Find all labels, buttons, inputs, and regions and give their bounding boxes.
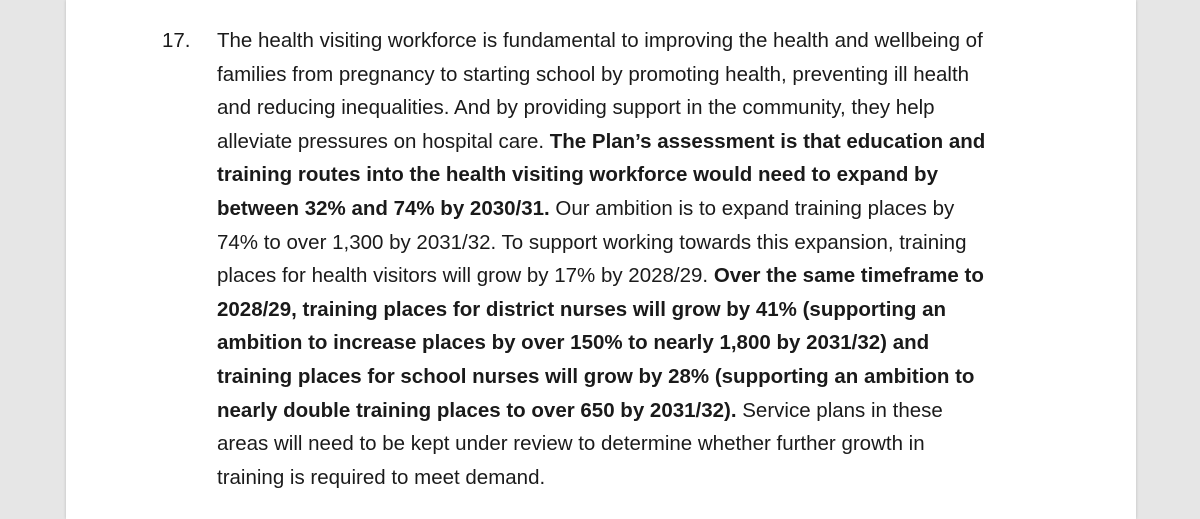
text-segment: and reducing inequalities. And by providing support in the community, they help — [217, 96, 935, 120]
text-segment: The health visiting workforce is fundamental to improving the health and wellbeing of — [217, 29, 983, 52]
text-segment: places for health visitors will grow by 17% by 2028/29. — [217, 264, 714, 288]
text-line — [217, 394, 1097, 428]
bold-text-segment: Over the same timeframe to — [713, 264, 984, 288]
text-line — [217, 427, 1097, 461]
text-line — [217, 58, 1097, 92]
text-segment: alleviate pressures on hospital care. — [217, 129, 550, 153]
text-line — [217, 461, 1097, 495]
text-line — [217, 125, 1097, 159]
text-segment: Our ambition is to expand training places by — [549, 196, 955, 220]
text-segment: 74% to over 1,300 by 2031/32. To support working towards this expansion, training — [217, 230, 967, 254]
text-segment: Service plans in these — [736, 398, 943, 422]
text-segment: areas will need to be kept under review to determine whether further growth in — [217, 432, 925, 456]
text-line — [217, 360, 1097, 394]
text-line — [217, 24, 1097, 58]
bold-text-segment: training places for school nurses will grow by 28% (supporting an ambition to — [217, 364, 975, 388]
bold-text-segment: The Plan’s assessment is that education and — [549, 129, 986, 153]
bold-text-segment: between 32% and 74% by 2030/31. — [217, 196, 550, 220]
text-line — [217, 158, 1097, 192]
text-segment: families from pregnancy to starting school by promoting health, preventing ill health — [217, 62, 970, 86]
text-line — [217, 326, 1097, 360]
bold-text-segment: ambition to increase places by over 150% to nearly 1,800 by 2031/32) and — [217, 331, 930, 355]
text-line — [217, 192, 1097, 226]
text-line — [217, 91, 1097, 125]
bold-text-segment: 2028/29, training places for district nurses will grow by 41% (supporting an — [217, 297, 947, 321]
text-line — [217, 226, 1097, 260]
paragraph-number: 17. — [162, 29, 191, 52]
text-line — [217, 259, 1097, 293]
bold-text-segment: nearly double training places to over 650 by 2031/32). — [217, 398, 737, 422]
text-segment: training is required to meet demand. — [217, 465, 546, 489]
bold-text-segment: training routes into the health visiting workforce would need to expand by — [217, 163, 938, 187]
document-page — [66, 0, 1136, 519]
paragraph-body — [217, 24, 1097, 494]
text-line — [217, 293, 1097, 327]
